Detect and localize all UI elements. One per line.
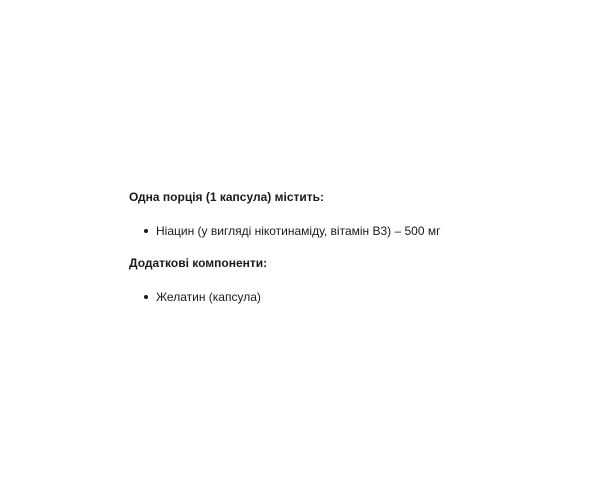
additional-heading: Додаткові компоненти:	[129, 256, 268, 270]
list-item	[129, 223, 549, 239]
bullet-icon	[144, 295, 148, 299]
additional-ingredient-list	[129, 289, 549, 305]
ingredient-text: Желатин (капсула)	[156, 290, 261, 304]
serving-heading: Одна порція (1 капсула) містить:	[129, 190, 324, 204]
list-item	[129, 289, 549, 305]
bullet-icon	[144, 229, 148, 233]
serving-ingredient-list	[129, 223, 549, 239]
supplement-facts	[129, 189, 549, 321]
ingredient-text: Ніацин (у вигляді нікотинаміду, вітамін B3) – 500 мг	[156, 224, 441, 238]
